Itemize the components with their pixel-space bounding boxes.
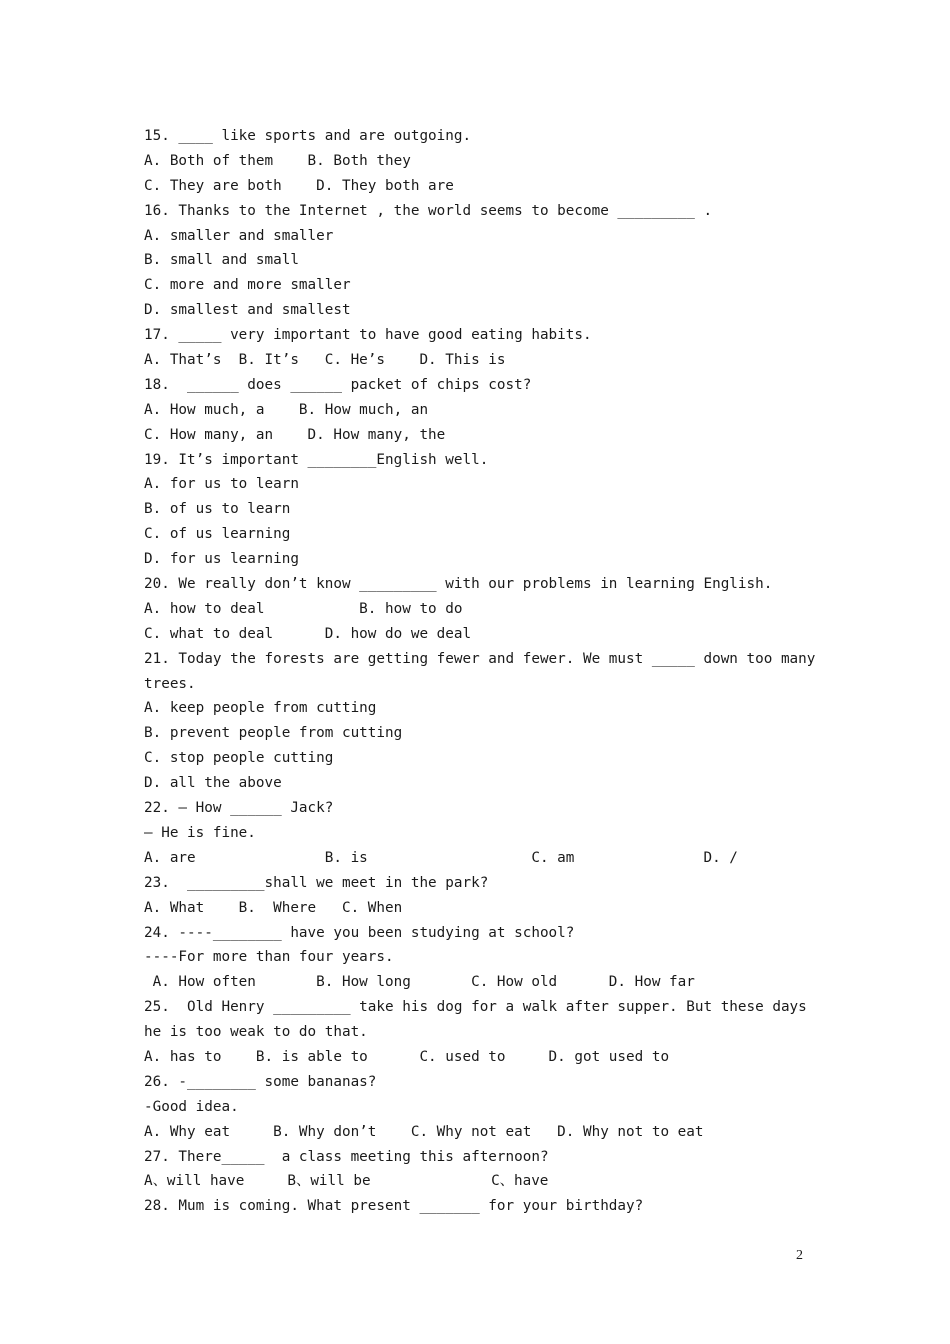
text-line: A. for us to learn [144,476,299,493]
text-line: -Good idea. [144,1098,239,1115]
text-line: D. for us learning [144,551,299,568]
text-line: C. stop people cutting [144,750,334,767]
page-number: 2 [796,1248,803,1263]
text-line: A. What B. Where C. When [144,899,403,916]
document-body [144,124,816,1219]
text-line: he is too weak to do that. [144,1024,368,1041]
text-line: A. That’s B. It’s C. He’s D. This is [144,352,506,369]
text-line: C. of us learning [144,526,291,543]
text-line: A. How much, a B. How much, an [144,401,429,418]
text-line: A. has to B. is able to C. used to D. got used to [144,1048,670,1065]
text-line: 22. — How ______ Jack? [144,800,334,817]
text-line: C. what to deal D. how do we deal [144,625,472,642]
text-line: 17. _____ very important to have good eating habits. [144,327,592,344]
text-line: B. small and small [144,252,299,269]
text-line: trees. [144,675,196,692]
text-line: A. Both of them B. Both they [144,152,411,169]
text-line: 16. Thanks to the Internet , the world seems to become _________ . [144,202,713,219]
text-line: 20. We really don’t know _________ with our problems in learning English. [144,576,773,593]
text-line: D. all the above [144,775,282,792]
text-line: 24. ----________ have you been studying at school? [144,924,575,941]
text-line: A. how to deal B. how to do [144,600,463,617]
text-line: 25. Old Henry _________ take his dog for a walk after supper. But these days [144,999,807,1016]
text-line: ----For more than four years. [144,949,394,966]
text-line: 23. _________shall we meet in the park? [144,874,489,891]
text-line: 26. -________ some bananas? [144,1073,377,1090]
text-line: 19. It’s important ________English well. [144,451,489,468]
text-line: C. more and more smaller [144,277,351,294]
text-line: A. How often B. How long C. How old D. How far [144,974,695,991]
text-line: 18. ______ does ______ packet of chips cost? [144,376,532,393]
text-line: 27. There_____ a class meeting this afternoon? [144,1148,549,1165]
text-line: 28. Mum is coming. What present _______ for your birthday? [144,1198,644,1215]
text-line: 15. ____ like sports and are outgoing. [144,128,472,144]
text-line: C. They are both D. They both are [144,177,454,194]
text-line: D. smallest and smallest [144,302,351,319]
text-line: A. keep people from cutting [144,700,377,717]
text-line: A、will have B、will be C、have [144,1173,549,1190]
text-line: A. smaller and smaller [144,227,334,244]
text-line: A. are B. is C. am D. / [144,849,738,866]
text-line: B. of us to learn [144,501,291,518]
text-line: B. prevent people from cutting [144,725,403,742]
text-line: — He is fine. [144,824,256,841]
text-line: C. How many, an D. How many, the [144,426,446,443]
text-line: A. Why eat B. Why don’t C. Why not eat D. Why not to eat [144,1123,704,1140]
text-line: 21. Today the forests are getting fewer and fewer. We must _____ down too many [144,650,816,667]
